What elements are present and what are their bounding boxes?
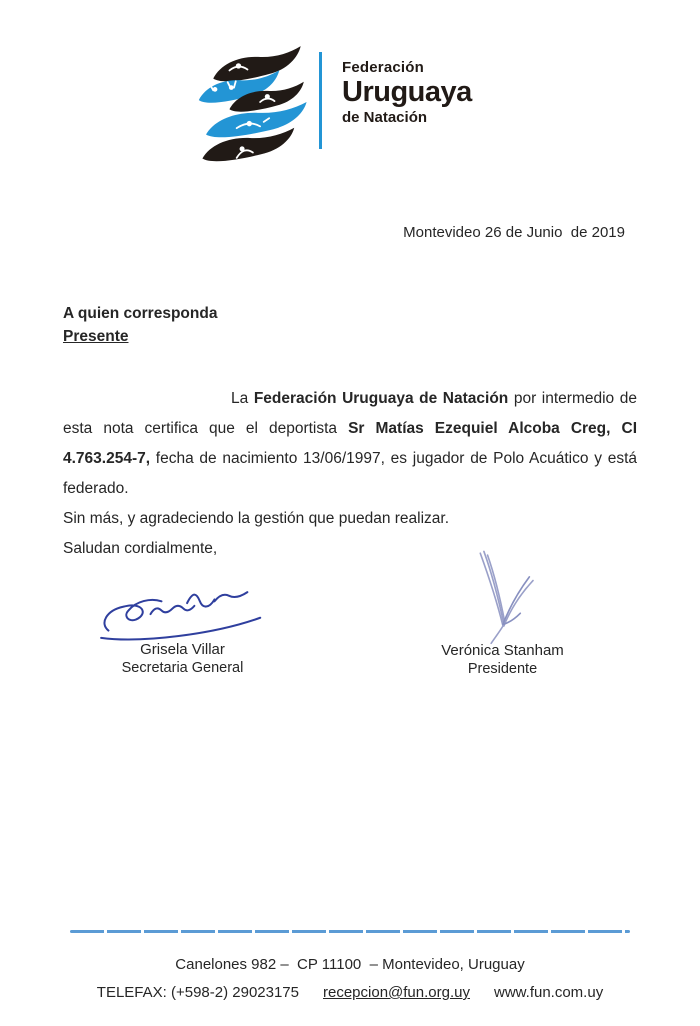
footer-divider-line (70, 930, 630, 933)
signature-block-presidente (415, 546, 590, 678)
body-seg-athlete: Sr Matías Ezequiel Alcoba Creg, CI 4.763.254-7, (63, 420, 637, 467)
body-seg-org: Federación Uruguaya de Natación (253, 390, 509, 407)
footer-contact-row (70, 984, 630, 1001)
date-line: Montevideo 26 de Junio de 2019 (403, 224, 625, 241)
body-seg-mid: por intermedio de esta nota certifica que el deportista (63, 390, 637, 437)
body-seg-intro: La (231, 390, 254, 407)
footer-website: www.fun.com.uy (493, 984, 604, 1001)
org-name-line3: de Natación (342, 109, 428, 126)
signer-name-secretaria: Grisela Villar (140, 641, 225, 658)
swimmers-waves-logo-icon (197, 38, 307, 166)
closing-line-2: Saludan cordialmente, (63, 540, 218, 557)
signer-title-presidente: Presidente (467, 661, 538, 677)
recipient-line: A quien corresponda (63, 305, 218, 322)
recipient-block (63, 302, 217, 348)
recipient-presente: Presente (63, 328, 129, 345)
certification-paragraph (63, 384, 637, 504)
org-name-line1: Federación (342, 59, 425, 76)
signer-name-presidente: Verónica Stanham (441, 642, 564, 659)
grisela-villar-handwritten-signature (90, 583, 275, 647)
logo-divider (319, 52, 322, 149)
signature-block-secretaria (85, 583, 280, 677)
signer-title-secretaria: Secretaria General (121, 660, 244, 676)
body-seg-end: fecha de nacimiento 13/06/1997, es jugador de Polo Acuático y está federado. (63, 450, 637, 497)
letterhead (197, 38, 472, 166)
org-name-line2: Uruguaya (342, 76, 472, 108)
letter-body (63, 384, 637, 564)
closing-line-1: Sin más, y agradeciendo la gestión que puedan realizar. (63, 510, 450, 527)
footer-address: Canelones 982 – CP 11100 – Montevideo, Uruguay (175, 956, 525, 973)
footer (70, 930, 630, 1001)
org-name (342, 38, 472, 126)
footer-telefax: TELEFAX: (+598-2) 29023175 (96, 984, 299, 1001)
footer-email-link[interactable]: recepcion@fun.org.uy (323, 984, 470, 1001)
veronica-stanham-handwritten-signature (453, 546, 553, 646)
